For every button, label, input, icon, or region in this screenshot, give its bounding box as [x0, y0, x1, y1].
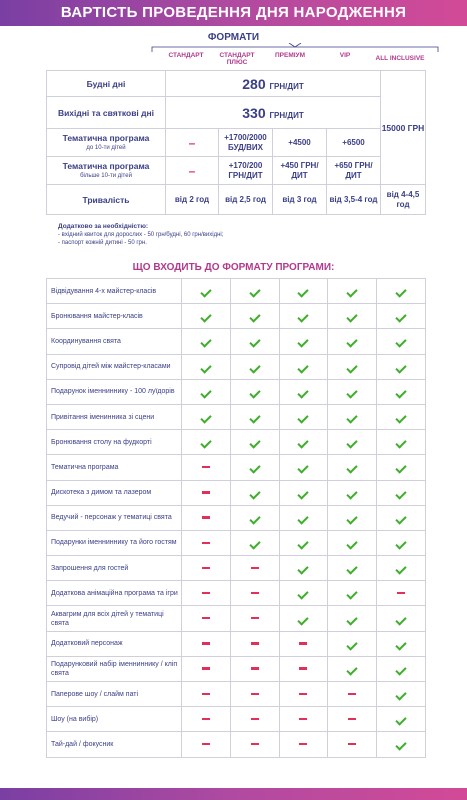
check-icon	[200, 362, 211, 373]
feature-cell	[377, 304, 426, 329]
theme-big-vip: +650 ГРН/ДИТ	[327, 157, 381, 185]
feature-label: Ведучий - персонаж у тематиці свята	[47, 505, 182, 530]
features-title: ЩО ВХОДИТЬ ДО ФОРМАТУ ПРОГРАМИ:	[132, 262, 335, 273]
feature-cell	[230, 581, 279, 606]
feature-label: Додаткова анімаційна програма та ігри	[47, 581, 182, 606]
check-icon	[249, 488, 260, 499]
dash-icon	[299, 718, 307, 720]
format-premium: ПРЕМІУМ	[274, 52, 306, 59]
feature-cell	[182, 455, 231, 480]
feature-cell	[279, 304, 328, 329]
check-icon	[347, 337, 358, 348]
check-icon	[298, 337, 309, 348]
feature-cell	[182, 304, 231, 329]
duration-label: Тривалість	[47, 185, 166, 215]
feature-row	[47, 682, 426, 707]
feature-cell	[182, 581, 231, 606]
feature-cell	[328, 631, 377, 656]
theme-small-label: Тематична програма до 10-ти дітей	[47, 129, 166, 157]
feature-cell	[377, 556, 426, 581]
check-icon	[395, 438, 406, 449]
feature-row	[47, 304, 426, 329]
feature-cell	[328, 329, 377, 354]
feature-label: Подарунковий набір іменниннику / кліп свята	[47, 656, 182, 681]
feature-cell	[279, 354, 328, 379]
dash-icon	[202, 516, 210, 518]
feature-cell	[279, 505, 328, 530]
check-icon	[298, 286, 309, 297]
check-icon	[395, 689, 406, 700]
feature-cell	[182, 329, 231, 354]
feature-label: Паперове шоу / слайм паті	[47, 682, 182, 707]
check-icon	[249, 513, 260, 524]
feature-cell	[230, 480, 279, 505]
feature-row	[47, 430, 426, 455]
dash-icon	[202, 491, 210, 493]
check-icon	[347, 639, 358, 650]
duration-vip: від 3,5-4 год	[327, 185, 381, 215]
feature-cell	[230, 505, 279, 530]
feature-cell	[377, 682, 426, 707]
feature-cell	[328, 379, 377, 404]
feature-cell	[377, 329, 426, 354]
feature-row	[47, 732, 426, 757]
feature-cell	[230, 455, 279, 480]
feature-cell	[279, 480, 328, 505]
feature-label: Відвідування 4-х майстер-класів	[47, 279, 182, 304]
duration-premium: від 3 год	[273, 185, 327, 215]
check-icon	[298, 513, 309, 524]
feature-cell	[182, 556, 231, 581]
price-row-weekend	[47, 97, 426, 129]
feature-cell	[230, 732, 279, 757]
page-title: ВАРТІСТЬ ПРОВЕДЕННЯ ДНЯ НАРОДЖЕННЯ	[60, 4, 407, 21]
theme-small-premium: +4500	[273, 129, 327, 157]
feature-row	[47, 455, 426, 480]
feature-label: Аквагрим для всіх дітей у тематиці свята	[47, 606, 182, 631]
check-icon	[347, 538, 358, 549]
feature-cell	[182, 379, 231, 404]
check-icon	[347, 664, 358, 675]
check-icon	[200, 337, 211, 348]
dash-icon	[299, 667, 307, 669]
theme-big-premium: +450 ГРН/ДИТ	[273, 157, 327, 185]
feature-cell	[230, 404, 279, 429]
dash-icon	[251, 667, 259, 669]
dash-icon	[202, 592, 210, 594]
feature-cell	[328, 304, 377, 329]
dash-icon	[202, 642, 210, 644]
feature-cell	[377, 354, 426, 379]
check-icon	[347, 513, 358, 524]
feature-cell	[377, 404, 426, 429]
feature-label: Тай-дай / фокусник	[47, 732, 182, 757]
check-icon	[298, 563, 309, 574]
dash-icon	[299, 693, 307, 695]
check-icon	[395, 412, 406, 423]
check-icon	[395, 286, 406, 297]
dash-icon	[202, 567, 210, 569]
feature-label: Координування свята	[47, 329, 182, 354]
price-row-duration	[47, 185, 426, 215]
check-icon	[347, 286, 358, 297]
feature-cell	[377, 480, 426, 505]
feature-row	[47, 505, 426, 530]
feature-cell	[328, 606, 377, 631]
feature-cell	[182, 631, 231, 656]
feature-row	[47, 656, 426, 681]
check-icon	[395, 312, 406, 323]
feature-cell	[279, 707, 328, 732]
feature-cell	[377, 530, 426, 555]
check-icon	[395, 513, 406, 524]
check-icon	[395, 337, 406, 348]
feature-cell	[377, 379, 426, 404]
check-icon	[347, 589, 358, 600]
check-icon	[395, 664, 406, 675]
dash-icon	[251, 617, 259, 619]
feature-cell	[377, 279, 426, 304]
feature-cell	[182, 404, 231, 429]
check-icon	[249, 438, 260, 449]
dash-icon	[202, 743, 210, 745]
dash-icon	[202, 667, 210, 669]
feature-cell	[230, 556, 279, 581]
feature-label: Додатковий персонаж	[47, 631, 182, 656]
price-row-weekday	[47, 71, 426, 97]
feature-cell	[182, 707, 231, 732]
dash-icon	[251, 592, 259, 594]
feature-row	[47, 581, 426, 606]
check-icon	[249, 312, 260, 323]
feature-cell	[230, 631, 279, 656]
feature-cell	[328, 732, 377, 757]
feature-label: Тематична програма	[47, 455, 182, 480]
check-icon	[298, 538, 309, 549]
check-icon	[395, 740, 406, 751]
theme-big-standard-plus: +170/200 ГРН/ДИТ	[219, 157, 273, 185]
feature-cell	[230, 682, 279, 707]
feature-label: Запрошення для гостей	[47, 556, 182, 581]
dash-icon	[202, 718, 210, 720]
check-icon	[347, 614, 358, 625]
feature-label: Подарунок іменниннику - 100 луїдорів	[47, 379, 182, 404]
notes-line-2: - паспорт кожній дитині - 50 грн.	[58, 240, 147, 246]
feature-row	[47, 606, 426, 631]
check-icon	[249, 412, 260, 423]
dash-icon	[251, 642, 259, 644]
check-icon	[298, 387, 309, 398]
feature-cell	[328, 556, 377, 581]
feature-cell	[328, 430, 377, 455]
feature-label: Привітання іменинника зі сцени	[47, 404, 182, 429]
feature-cell	[230, 329, 279, 354]
format-standard-plus: СТАНДАРТ ПЛЮС	[219, 52, 255, 66]
notes-title: Додатково за необхідністю:	[58, 223, 149, 230]
check-icon	[347, 387, 358, 398]
feature-cell	[377, 581, 426, 606]
feature-cell	[279, 404, 328, 429]
dash-icon	[202, 466, 210, 468]
price-row-theme-small	[47, 129, 426, 157]
theme-small-standard-plus: +1700/2000 БУД/ВИХ	[219, 129, 273, 157]
feature-cell	[279, 581, 328, 606]
check-icon	[395, 538, 406, 549]
extra-notes	[58, 223, 223, 247]
feature-label: Бронювання столу на фудкорті	[47, 430, 182, 455]
theme-big-label: Тематична програма більше 10-ти дітей	[47, 157, 166, 185]
weekend-price: 330 ГРН/ДИТ	[166, 97, 381, 129]
dash-icon	[251, 743, 259, 745]
footer-bar	[0, 788, 467, 800]
feature-cell	[377, 606, 426, 631]
price-row-theme-big	[47, 157, 426, 185]
feature-cell	[377, 631, 426, 656]
notes-line-1: - вхідний квиток для дорослих - 50 грн/будні, 60 грн/вихідні;	[58, 232, 224, 238]
check-icon	[249, 463, 260, 474]
feature-row	[47, 631, 426, 656]
check-icon	[347, 362, 358, 373]
duration-standard: від 2 год	[166, 185, 219, 215]
feature-cell	[377, 455, 426, 480]
format-all-inclusive: ALL INCLUSIVE	[375, 55, 425, 62]
dash-icon	[251, 693, 259, 695]
dash-icon	[348, 743, 356, 745]
theme-big-standard: –	[166, 157, 219, 185]
feature-row	[47, 480, 426, 505]
feature-row	[47, 354, 426, 379]
feature-row	[47, 556, 426, 581]
feature-cell	[230, 606, 279, 631]
check-icon	[395, 387, 406, 398]
feature-cell	[328, 707, 377, 732]
dash-icon	[299, 743, 307, 745]
feature-cell	[328, 530, 377, 555]
feature-cell	[328, 279, 377, 304]
check-icon	[298, 438, 309, 449]
check-icon	[249, 362, 260, 373]
feature-cell	[377, 707, 426, 732]
features-table	[46, 278, 426, 758]
check-icon	[395, 614, 406, 625]
check-icon	[298, 412, 309, 423]
feature-cell	[230, 430, 279, 455]
feature-cell	[279, 379, 328, 404]
feature-cell	[182, 279, 231, 304]
feature-cell	[279, 279, 328, 304]
weekday-price: 280 ГРН/ДИТ	[166, 71, 381, 97]
feature-cell	[230, 304, 279, 329]
all-inclusive-price: 15000 ГРН	[381, 71, 426, 185]
check-icon	[298, 362, 309, 373]
check-icon	[298, 589, 309, 600]
check-icon	[298, 614, 309, 625]
feature-cell	[377, 505, 426, 530]
feature-cell	[182, 354, 231, 379]
feature-label: Бронювання майстер-класів	[47, 304, 182, 329]
feature-cell	[182, 480, 231, 505]
format-standard: СТАНДАРТ	[168, 52, 204, 59]
feature-row	[47, 530, 426, 555]
check-icon	[200, 438, 211, 449]
theme-small-vip: +6500	[327, 129, 381, 157]
duration-all-inclusive: від 4-4,5 год	[381, 185, 426, 215]
feature-cell	[279, 455, 328, 480]
feature-cell	[182, 656, 231, 681]
feature-cell	[182, 505, 231, 530]
check-icon	[395, 639, 406, 650]
check-icon	[249, 286, 260, 297]
feature-cell	[377, 656, 426, 681]
feature-cell	[182, 530, 231, 555]
format-vip: VIP	[339, 52, 351, 59]
feature-cell	[328, 455, 377, 480]
feature-cell	[279, 656, 328, 681]
check-icon	[249, 337, 260, 348]
feature-cell	[230, 707, 279, 732]
check-icon	[249, 538, 260, 549]
feature-cell	[182, 430, 231, 455]
dash-icon	[397, 592, 405, 594]
feature-label: Подарунки іменниннику та його гостям	[47, 530, 182, 555]
feature-label: Дискотека з димом та лазером	[47, 480, 182, 505]
dash-icon	[348, 718, 356, 720]
dash-icon	[251, 567, 259, 569]
check-icon	[298, 463, 309, 474]
feature-cell	[328, 404, 377, 429]
check-icon	[298, 488, 309, 499]
check-icon	[298, 312, 309, 323]
feature-cell	[279, 732, 328, 757]
check-icon	[347, 488, 358, 499]
duration-standard-plus: від 2,5 год	[219, 185, 273, 215]
dash-icon	[202, 693, 210, 695]
feature-cell	[279, 631, 328, 656]
feature-cell	[377, 430, 426, 455]
feature-cell	[230, 656, 279, 681]
feature-row	[47, 404, 426, 429]
feature-cell	[230, 354, 279, 379]
feature-cell	[328, 354, 377, 379]
feature-row	[47, 279, 426, 304]
weekend-label: Вихідні та святкові дні	[47, 97, 166, 129]
feature-cell	[279, 329, 328, 354]
check-icon	[347, 412, 358, 423]
feature-row	[47, 329, 426, 354]
weekday-label: Будні дні	[47, 71, 166, 97]
check-icon	[249, 387, 260, 398]
feature-row	[47, 707, 426, 732]
check-icon	[395, 488, 406, 499]
check-icon	[200, 387, 211, 398]
dash-icon	[202, 542, 210, 544]
formats-title: ФОРМАТИ	[207, 32, 260, 43]
feature-cell	[182, 732, 231, 757]
feature-cell	[182, 682, 231, 707]
feature-cell	[182, 606, 231, 631]
feature-cell	[377, 732, 426, 757]
feature-cell	[279, 556, 328, 581]
dash-icon	[202, 617, 210, 619]
feature-cell	[230, 279, 279, 304]
check-icon	[200, 412, 211, 423]
dash-icon	[348, 693, 356, 695]
check-icon	[347, 438, 358, 449]
check-icon	[395, 563, 406, 574]
feature-cell	[230, 379, 279, 404]
price-table	[46, 70, 426, 215]
feature-cell	[230, 530, 279, 555]
check-icon	[200, 312, 211, 323]
feature-cell	[328, 480, 377, 505]
feature-label: Шоу (на вибір)	[47, 707, 182, 732]
check-icon	[395, 463, 406, 474]
check-icon	[347, 563, 358, 574]
dash-icon	[299, 642, 307, 644]
theme-small-standard: –	[166, 129, 219, 157]
check-icon	[347, 312, 358, 323]
feature-cell	[279, 430, 328, 455]
feature-cell	[328, 505, 377, 530]
feature-cell	[279, 682, 328, 707]
feature-cell	[279, 530, 328, 555]
feature-cell	[328, 581, 377, 606]
check-icon	[200, 286, 211, 297]
feature-cell	[279, 606, 328, 631]
check-icon	[395, 715, 406, 726]
feature-cell	[328, 656, 377, 681]
feature-label: Супровід дітей між майстер-класами	[47, 354, 182, 379]
check-icon	[395, 362, 406, 373]
check-icon	[347, 463, 358, 474]
feature-cell	[328, 682, 377, 707]
feature-row	[47, 379, 426, 404]
dash-icon	[251, 718, 259, 720]
